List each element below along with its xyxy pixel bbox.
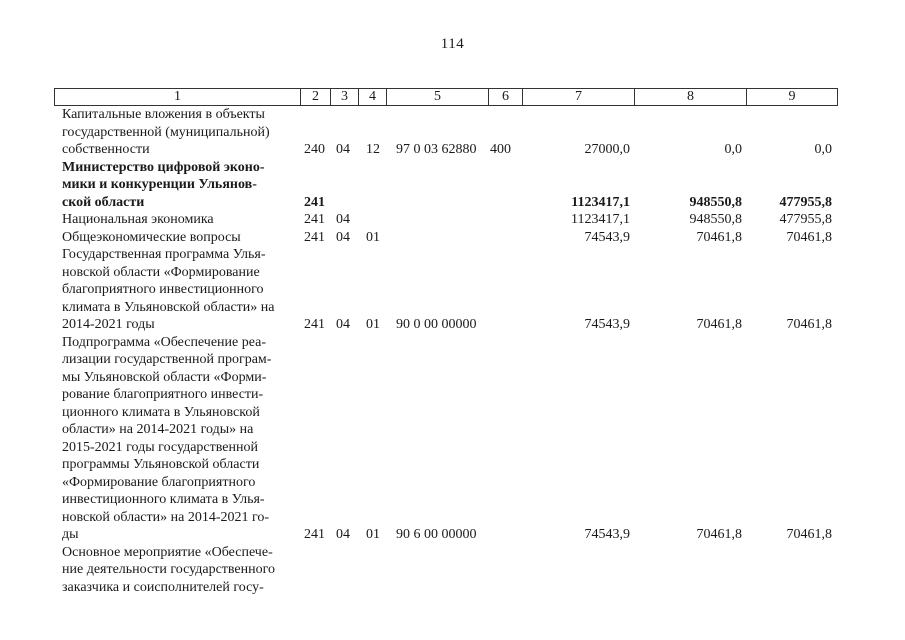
admin-code: 241 xyxy=(304,194,325,210)
section-code: 04 xyxy=(336,527,350,542)
row-name xyxy=(62,211,296,229)
row-name xyxy=(62,106,296,159)
row-name-line: Капитальные вложения в объекты xyxy=(62,107,265,122)
amount-col-9: 70461,8 xyxy=(786,527,832,542)
admin-code: 240 xyxy=(304,142,325,157)
row-name-line: новской области» на 2014-2021 го- xyxy=(62,509,270,525)
row-name-line: благоприятного инвестиционного xyxy=(62,282,264,297)
row-name xyxy=(62,246,296,334)
header-col-1: 1 xyxy=(55,89,301,105)
header-col-2: 2 xyxy=(301,89,331,105)
header-col-8: 8 xyxy=(635,89,747,105)
row-name-line: заказчика и соисполнителей госу- xyxy=(62,579,264,595)
row-name-line: ние деятельности государственного xyxy=(62,562,276,577)
target-article-code: 90 6 00 00000 xyxy=(396,527,477,542)
row-name-line: Подпрограмма «Обеспечение реа- xyxy=(62,334,267,350)
amount-col-7: 74543,9 xyxy=(584,527,630,542)
subsection-code: 12 xyxy=(366,142,380,157)
amount-col-9: 477955,8 xyxy=(779,212,832,227)
row-name-line: Министерство цифровой эконо- xyxy=(62,159,265,175)
amount-col-8: 948550,8 xyxy=(689,212,742,227)
amount-col-8: 70461,8 xyxy=(696,229,742,245)
amount-col-7: 1123417,1 xyxy=(571,212,630,227)
row-name-line: мики и конкуренции Ульянов- xyxy=(62,177,257,192)
row-name-line: климата в Ульяновской области» на xyxy=(62,299,275,315)
row-name-line: ционного климата в Ульяновской xyxy=(62,404,260,420)
row-name-line: новской области «Формирование xyxy=(62,264,260,280)
table-body xyxy=(0,106,905,596)
subsection-code: 01 xyxy=(366,229,380,245)
amount-col-7: 27000,0 xyxy=(584,142,630,157)
admin-code: 241 xyxy=(304,229,325,245)
table-row xyxy=(0,246,905,334)
header-col-7: 7 xyxy=(523,89,635,105)
row-name-line: рование благоприятного инвести- xyxy=(62,387,264,402)
amount-col-8: 0,0 xyxy=(724,142,742,157)
row-name-line: лизации государственной програм- xyxy=(62,352,272,367)
amount-col-8: 70461,8 xyxy=(696,527,742,542)
amount-col-7: 74543,9 xyxy=(584,229,630,245)
subsection-code: 01 xyxy=(366,527,380,542)
amount-col-9: 70461,8 xyxy=(786,317,832,332)
table-row xyxy=(0,229,905,247)
header-col-5: 5 xyxy=(387,89,489,105)
header-col-4: 4 xyxy=(359,89,387,105)
row-name-line: области» на 2014-2021 годы» на xyxy=(62,422,254,437)
row-name-line: ды xyxy=(62,527,79,542)
target-article-code: 90 0 00 00000 xyxy=(396,317,477,332)
row-name-line: Основное мероприятие «Обеспече- xyxy=(62,544,273,560)
admin-code: 241 xyxy=(304,212,325,227)
row-name-line: «Формирование благоприятного xyxy=(62,474,256,490)
target-article-code: 97 0 03 62880 xyxy=(396,142,477,157)
section-code: 04 xyxy=(336,229,350,245)
header-col-3: 3 xyxy=(331,89,359,105)
table-row xyxy=(0,544,905,597)
section-code: 04 xyxy=(336,212,350,227)
row-name xyxy=(62,334,296,544)
table-header-row xyxy=(54,88,838,106)
row-name-line: 2015-2021 годы государственной xyxy=(62,439,258,455)
row-name xyxy=(62,544,296,597)
row-name-line: 2014-2021 годы xyxy=(62,317,155,332)
amount-col-8: 70461,8 xyxy=(696,317,742,332)
row-name-line: программы Ульяновской области xyxy=(62,457,260,472)
header-col-9: 9 xyxy=(788,89,796,104)
amount-col-7: 74543,9 xyxy=(584,317,630,332)
row-name-line: Национальная экономика xyxy=(62,212,214,227)
amount-col-9: 0,0 xyxy=(814,142,832,157)
table-row xyxy=(0,106,905,159)
admin-code: 241 xyxy=(304,317,325,332)
section-code: 04 xyxy=(336,317,350,332)
row-name-line: ской области xyxy=(62,194,145,210)
row-name-line: государственной (муниципальной) xyxy=(62,124,270,140)
row-name-line: Государственная программа Улья- xyxy=(62,247,266,262)
expense-type-code: 400 xyxy=(490,142,511,157)
row-name-line: инвестиционного климата в Улья- xyxy=(62,492,265,507)
row-name-line: мы Ульяновской области «Форми- xyxy=(62,369,267,385)
amount-col-9: 477955,8 xyxy=(779,194,832,210)
row-name-line: собственности xyxy=(62,142,150,157)
amount-col-8: 948550,8 xyxy=(689,194,742,210)
amount-col-7: 1123417,1 xyxy=(571,194,630,210)
table-row xyxy=(0,159,905,212)
amount-col-9: 70461,8 xyxy=(786,229,832,245)
subsection-code: 01 xyxy=(366,317,380,332)
table-row xyxy=(0,334,905,544)
admin-code: 241 xyxy=(304,527,325,542)
row-name-line: Общеэкономические вопросы xyxy=(62,229,241,245)
row-name xyxy=(62,229,296,247)
table-row xyxy=(0,211,905,229)
row-name xyxy=(62,159,296,212)
page-number: 114 xyxy=(440,36,465,52)
section-code: 04 xyxy=(336,142,350,157)
header-col-6: 6 xyxy=(489,89,523,105)
